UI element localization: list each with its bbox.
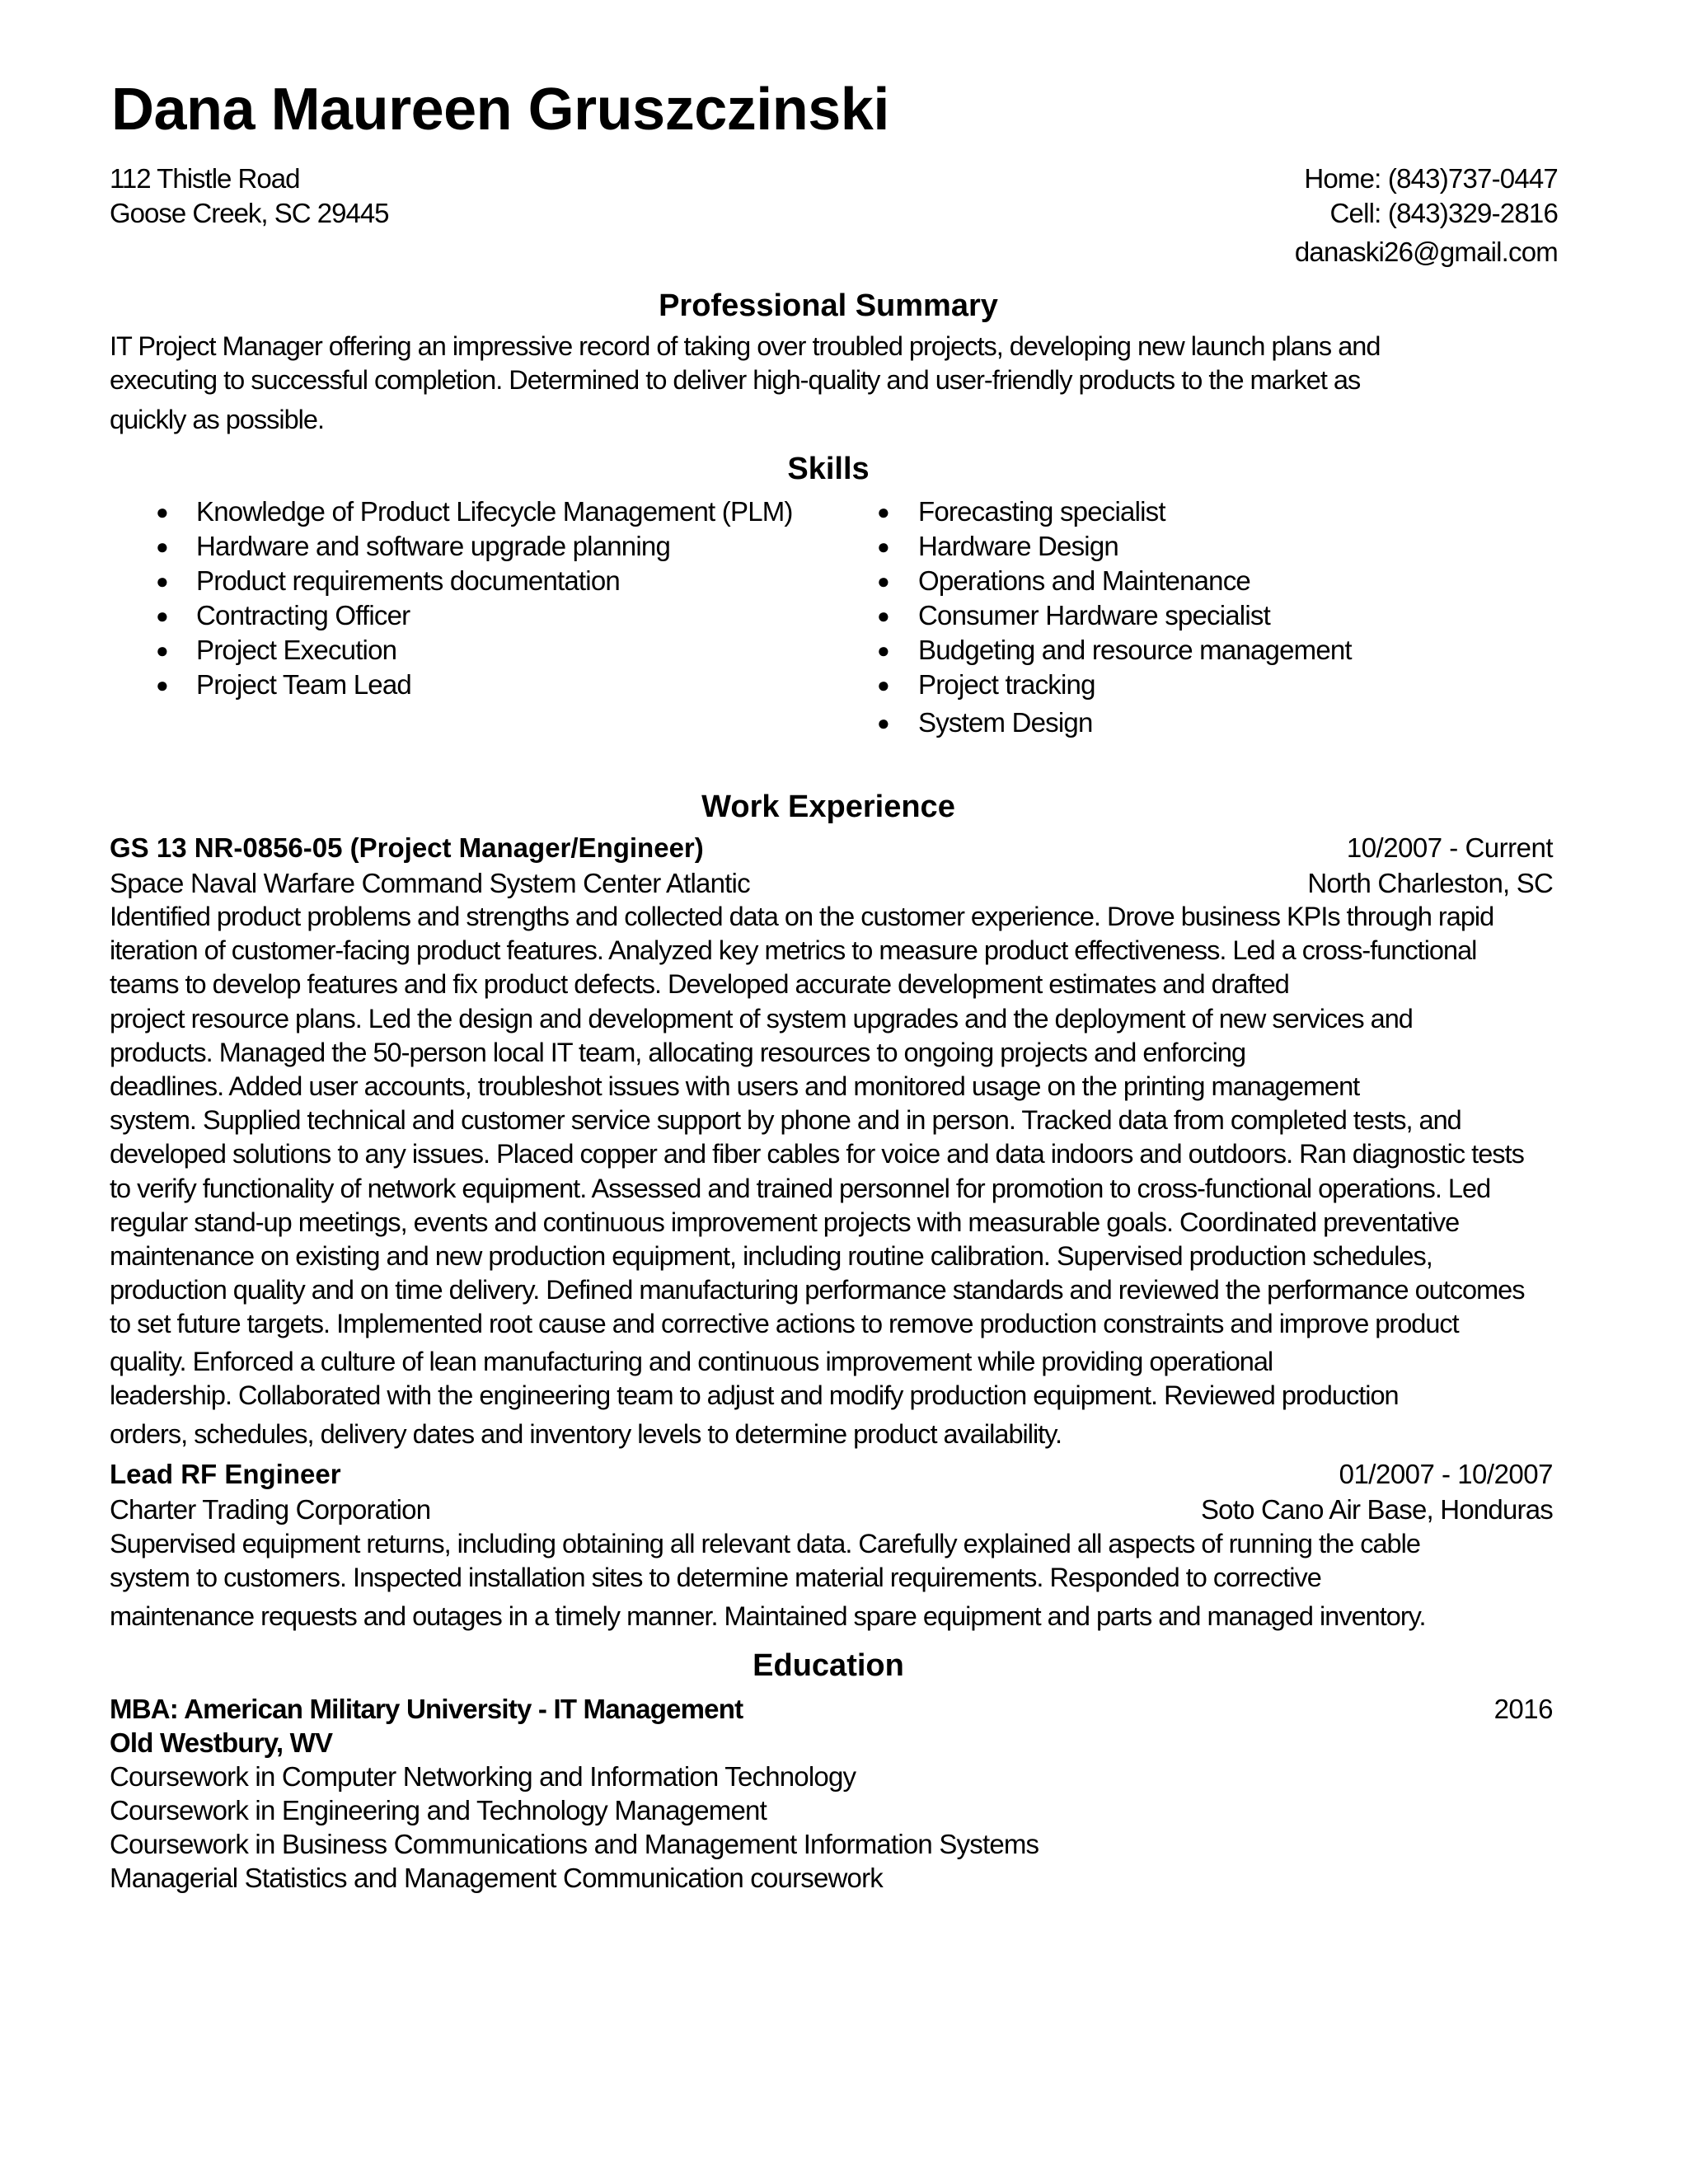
description-line: to verify functionality of network equipment. Assessed and trained personnel for promotion to cross-functional operations. Led <box>110 1173 1491 1203</box>
skill-item: ● Budgeting and resource management <box>918 633 1352 668</box>
description-line: project resource plans. Led the design and development of system upgrades and the deployment of new services and <box>110 1003 1413 1033</box>
summary-line: executing to successful completion. Determined to deliver high-quality and user-friendly products to the market as <box>110 365 1361 395</box>
degree-year: 2016 <box>1493 1694 1553 1724</box>
skill-item: ● Project Team Lead <box>196 668 793 702</box>
bullet-icon: ● <box>156 569 168 593</box>
summary-line: quickly as possible. <box>110 405 324 434</box>
job-dates: 01/2007 - 10/2007 <box>1339 1459 1553 1489</box>
skill-item: ● Operations and Maintenance <box>918 564 1352 598</box>
work-heading: Work Experience <box>701 790 955 824</box>
description-line: teams to develop features and fix product defects. Developed accurate development estimates and drafted <box>110 969 1289 1000</box>
skills-heading: Skills <box>787 452 870 486</box>
degree: MBA: American Military University - IT Management <box>110 1694 743 1724</box>
skill-item: ● Hardware and software upgrade planning <box>196 529 793 564</box>
skills-list-left <box>156 494 793 702</box>
bullet-icon: ● <box>156 603 168 628</box>
job-description <box>110 1527 1426 1633</box>
applicant-name: Dana Maureen Gruszczinski <box>111 77 889 143</box>
summary-text <box>110 330 1380 437</box>
description-line: to set future targets. Implemented root cause and corrective actions to remove production constraints and improve product <box>110 1309 1459 1339</box>
job-description <box>110 900 1524 1451</box>
job-organization: Space Naval Warfare Command System Center Atlantic <box>110 868 750 898</box>
description-line: orders, schedules, delivery dates and inventory levels to determine product availability. <box>110 1419 1062 1450</box>
skill-item: ● System Design <box>918 705 1352 740</box>
description-line: Supervised equipment returns, including obtaining all relevant data. Carefully explained all aspects of running the cable <box>110 1529 1420 1558</box>
bullet-icon: ● <box>877 534 889 559</box>
home-phone: Home: (843)737-0447 <box>1304 163 1558 194</box>
job-location: North Charleston, SC <box>1307 868 1553 898</box>
address-line-1: 112 Thistle Road <box>110 163 300 194</box>
skill-item: ● Product requirements documentation <box>196 564 793 598</box>
skill-item: ● Project tracking <box>918 668 1352 702</box>
description-line: products. Managed the 50-person local IT team, allocating resources to ongoing projects and enforcing <box>110 1037 1246 1067</box>
coursework-line: Managerial Statistics and Management Communication coursework <box>110 1863 883 1893</box>
description-line: system. Supplied technical and customer service support by phone and in person. Tracked data from completed tests, and <box>110 1105 1461 1136</box>
description-line: Identified product problems and strengths and collected data on the customer experience. Drove business KPIs through rapid <box>110 902 1494 931</box>
description-line: maintenance requests and outages in a timely manner. Maintained spare equipment and parts and managed inventory. <box>110 1601 1426 1631</box>
description-line: iteration of customer-facing product features. Analyzed key metrics to measure product effectiveness. Led a cross-functional <box>110 935 1477 966</box>
description-line: deadlines. Added user accounts, troubleshot issues with users and monitored usage on the printing management <box>110 1071 1360 1102</box>
job-organization: Charter Trading Corporation <box>110 1494 431 1525</box>
description-line: quality. Enforced a culture of lean manufacturing and continuous improvement while providing operational <box>110 1346 1273 1376</box>
skill-item: ● Knowledge of Product Lifecycle Management (PLM) <box>196 494 793 529</box>
description-line: leadership. Collaborated with the engineering team to adjust and modify production equipment. Reviewed production <box>110 1380 1399 1410</box>
job-title: GS 13 NR-0856-05 (Project Manager/Engineer) <box>110 832 704 863</box>
job-location: Soto Cano Air Base, Honduras <box>1200 1494 1553 1525</box>
school-location: Old Westbury, WV <box>110 1727 333 1758</box>
coursework-line: Coursework in Engineering and Technology Management <box>110 1795 767 1825</box>
description-line: maintenance on existing and new production equipment, including routine calibration. Supervised production schedules, <box>110 1241 1432 1272</box>
skills-list-right <box>877 494 1352 740</box>
description-line: developed solutions to any issues. Placed copper and fiber cables for voice and data indoors and outdoors. Ran diagnostic tests <box>110 1139 1524 1169</box>
description-line: system to customers. Inspected installation sites to determine material requirements. Responded to corrective <box>110 1563 1321 1592</box>
job-dates: 10/2007 - Current <box>1346 832 1553 863</box>
bullet-icon: ● <box>156 673 168 697</box>
bullet-icon: ● <box>877 673 889 697</box>
contact-block <box>1295 162 1558 269</box>
bullet-icon: ● <box>156 499 168 524</box>
address-block <box>110 162 389 231</box>
description-line: regular stand-up meetings, events and continuous improvement projects with measurable goals. Coordinated preventative <box>110 1207 1460 1237</box>
bullet-icon: ● <box>156 638 168 663</box>
coursework-line: Coursework in Business Communications and Management Information Systems <box>110 1829 1039 1859</box>
skill-item: ● Hardware Design <box>918 529 1352 564</box>
summary-line: IT Project Manager offering an impressive record of taking over troubled projects, developing new launch plans and <box>110 331 1381 361</box>
bullet-icon: ● <box>877 499 889 524</box>
skill-item: ● Forecasting specialist <box>918 494 1352 529</box>
job-title: Lead RF Engineer <box>110 1459 341 1489</box>
bullet-icon: ● <box>877 603 889 628</box>
description-line: production quality and on time delivery. Defined manufacturing performance standards and reviewed the performance outcomes <box>110 1275 1525 1305</box>
bullet-icon: ● <box>877 569 889 593</box>
email: danaski26@gmail.com <box>1294 237 1558 267</box>
bullet-icon: ● <box>877 638 889 663</box>
education-heading: Education <box>753 1648 904 1683</box>
summary-heading: Professional Summary <box>659 288 998 323</box>
skill-item: ● Contracting Officer <box>196 598 793 633</box>
address-line-2: Goose Creek, SC 29445 <box>110 198 389 228</box>
coursework-line: Coursework in Computer Networking and Information Technology <box>110 1761 856 1792</box>
skill-item: ● Consumer Hardware specialist <box>918 598 1352 633</box>
bullet-icon: ● <box>156 534 168 559</box>
bullet-icon: ● <box>877 710 889 735</box>
cell-phone: Cell: (843)329-2816 <box>1329 198 1558 228</box>
skill-item: ● Project Execution <box>196 633 793 668</box>
